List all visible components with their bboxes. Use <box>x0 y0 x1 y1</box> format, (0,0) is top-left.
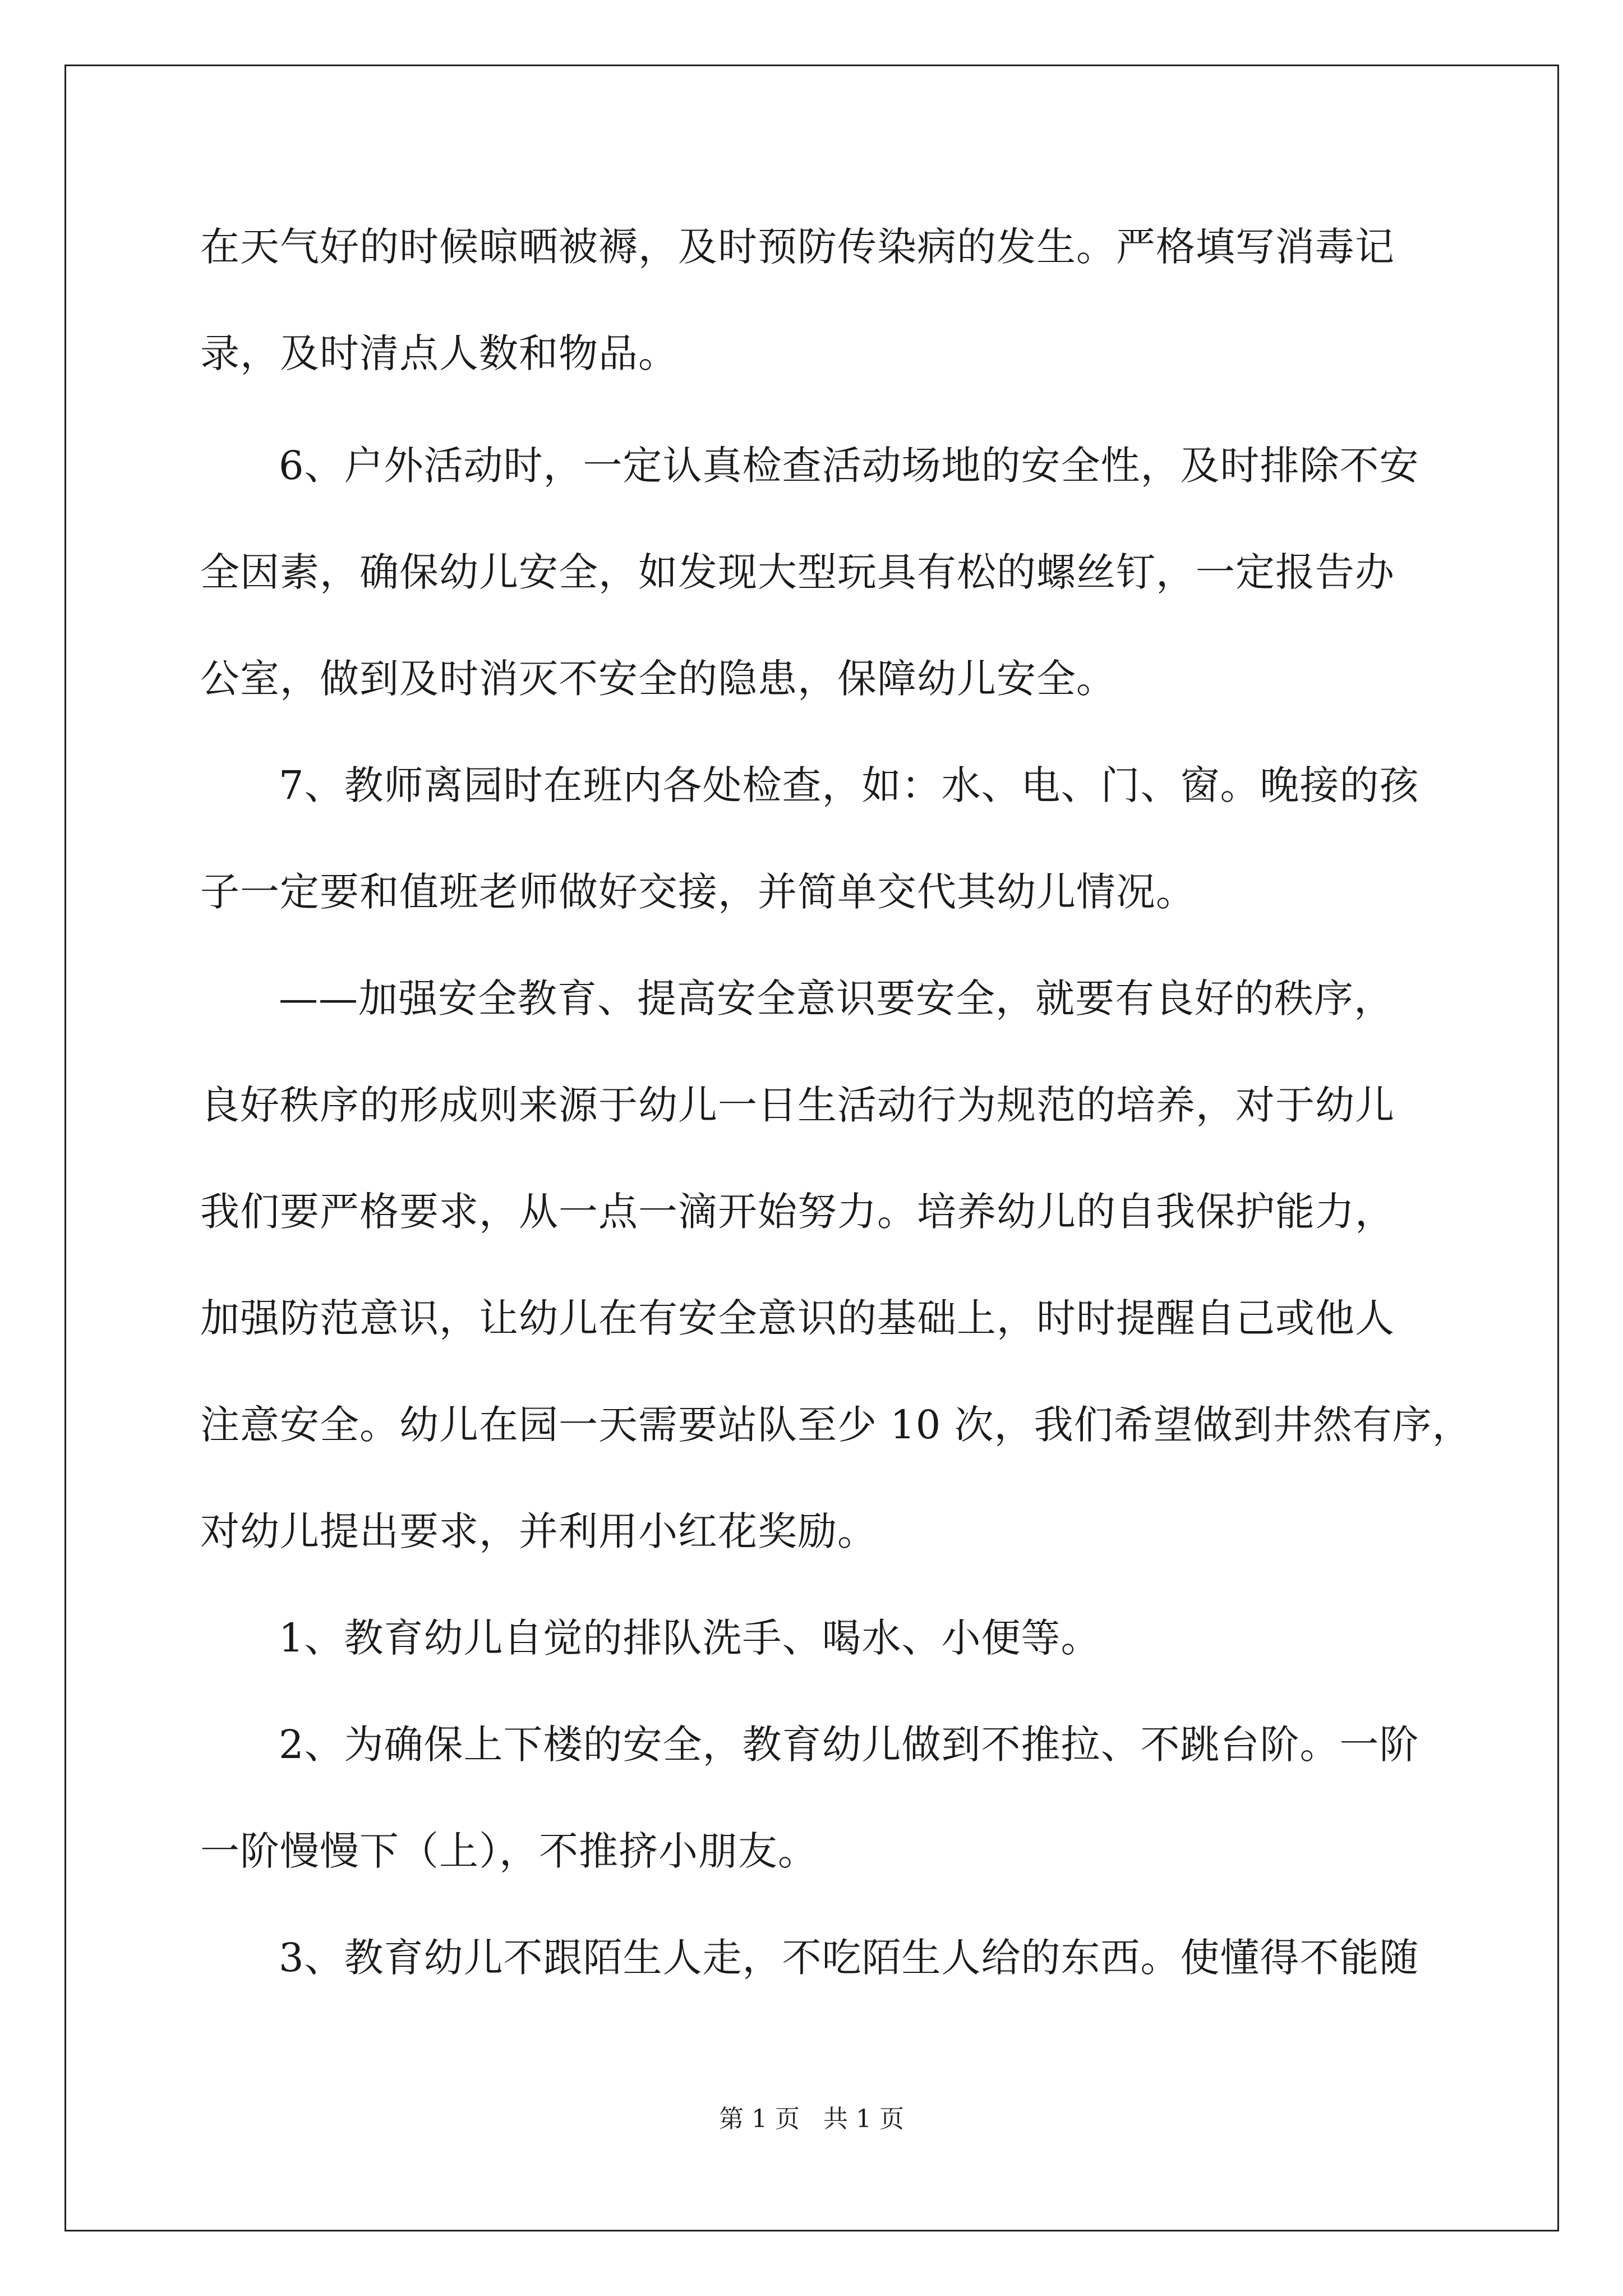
text-line: 全因素，确保幼儿安全，如发现大型玩具有松的螺丝钉，一定报告办 <box>200 549 1395 595</box>
text-line: 良好秩序的形成则来源于幼儿一日生活动行为规范的培养，对于幼儿 <box>200 1082 1395 1128</box>
text-line: 公室，做到及时消灭不安全的隐患，保障幼儿安全。 <box>200 656 1116 702</box>
text-line: 我们要严格要求，从一点一滴开始努力。培养幼儿的自我保护能力， <box>200 1189 1395 1235</box>
text-line: 对幼儿提出要求，并利用小红花奖励。 <box>200 1508 877 1554</box>
text-line: ——加强安全教育、提高安全意识要安全，就要有良好的秩序， <box>279 976 1394 1022</box>
text-line: 加强防范意识，让幼儿在有安全意识的基础上，时时提醒自己或他人 <box>200 1295 1395 1341</box>
text-line: 1、教育幼儿自觉的排队洗手、喝水、小便等。 <box>279 1615 1101 1661</box>
text-line: 一阶慢慢下（上），不推挤小朋友。 <box>200 1828 818 1874</box>
text-line: 2、为确保上下楼的安全，教育幼儿做到不推拉、不跳台阶。一阶 <box>279 1722 1419 1768</box>
text-line: 子一定要和值班老师做好交接，并简单交代其幼儿情况。 <box>200 869 1196 915</box>
text-line: 6、户外活动时，一定认真检查活动场地的安全性，及时排除不安 <box>279 443 1419 489</box>
page-border <box>64 65 1559 2231</box>
text-line: 在天气好的时候晾晒被褥，及时预防传染病的发生。严格填写消毒记 <box>200 224 1395 270</box>
text-line: 7、教师离园时在班内各处检查，如：水、电、门、窗。晚接的孩 <box>279 762 1419 808</box>
text-line: 注意安全。幼儿在园一天需要站队至少 10 次，我们希望做到井然有序， <box>200 1402 1472 1448</box>
text-line: 录，及时清点人数和物品。 <box>200 330 678 376</box>
page-number-footer: 第 1 页 共 1 页 <box>719 2105 904 2133</box>
text-line: 3、教育幼儿不跟陌生人走，不吃陌生人给的东西。使懂得不能随 <box>279 1935 1419 1981</box>
